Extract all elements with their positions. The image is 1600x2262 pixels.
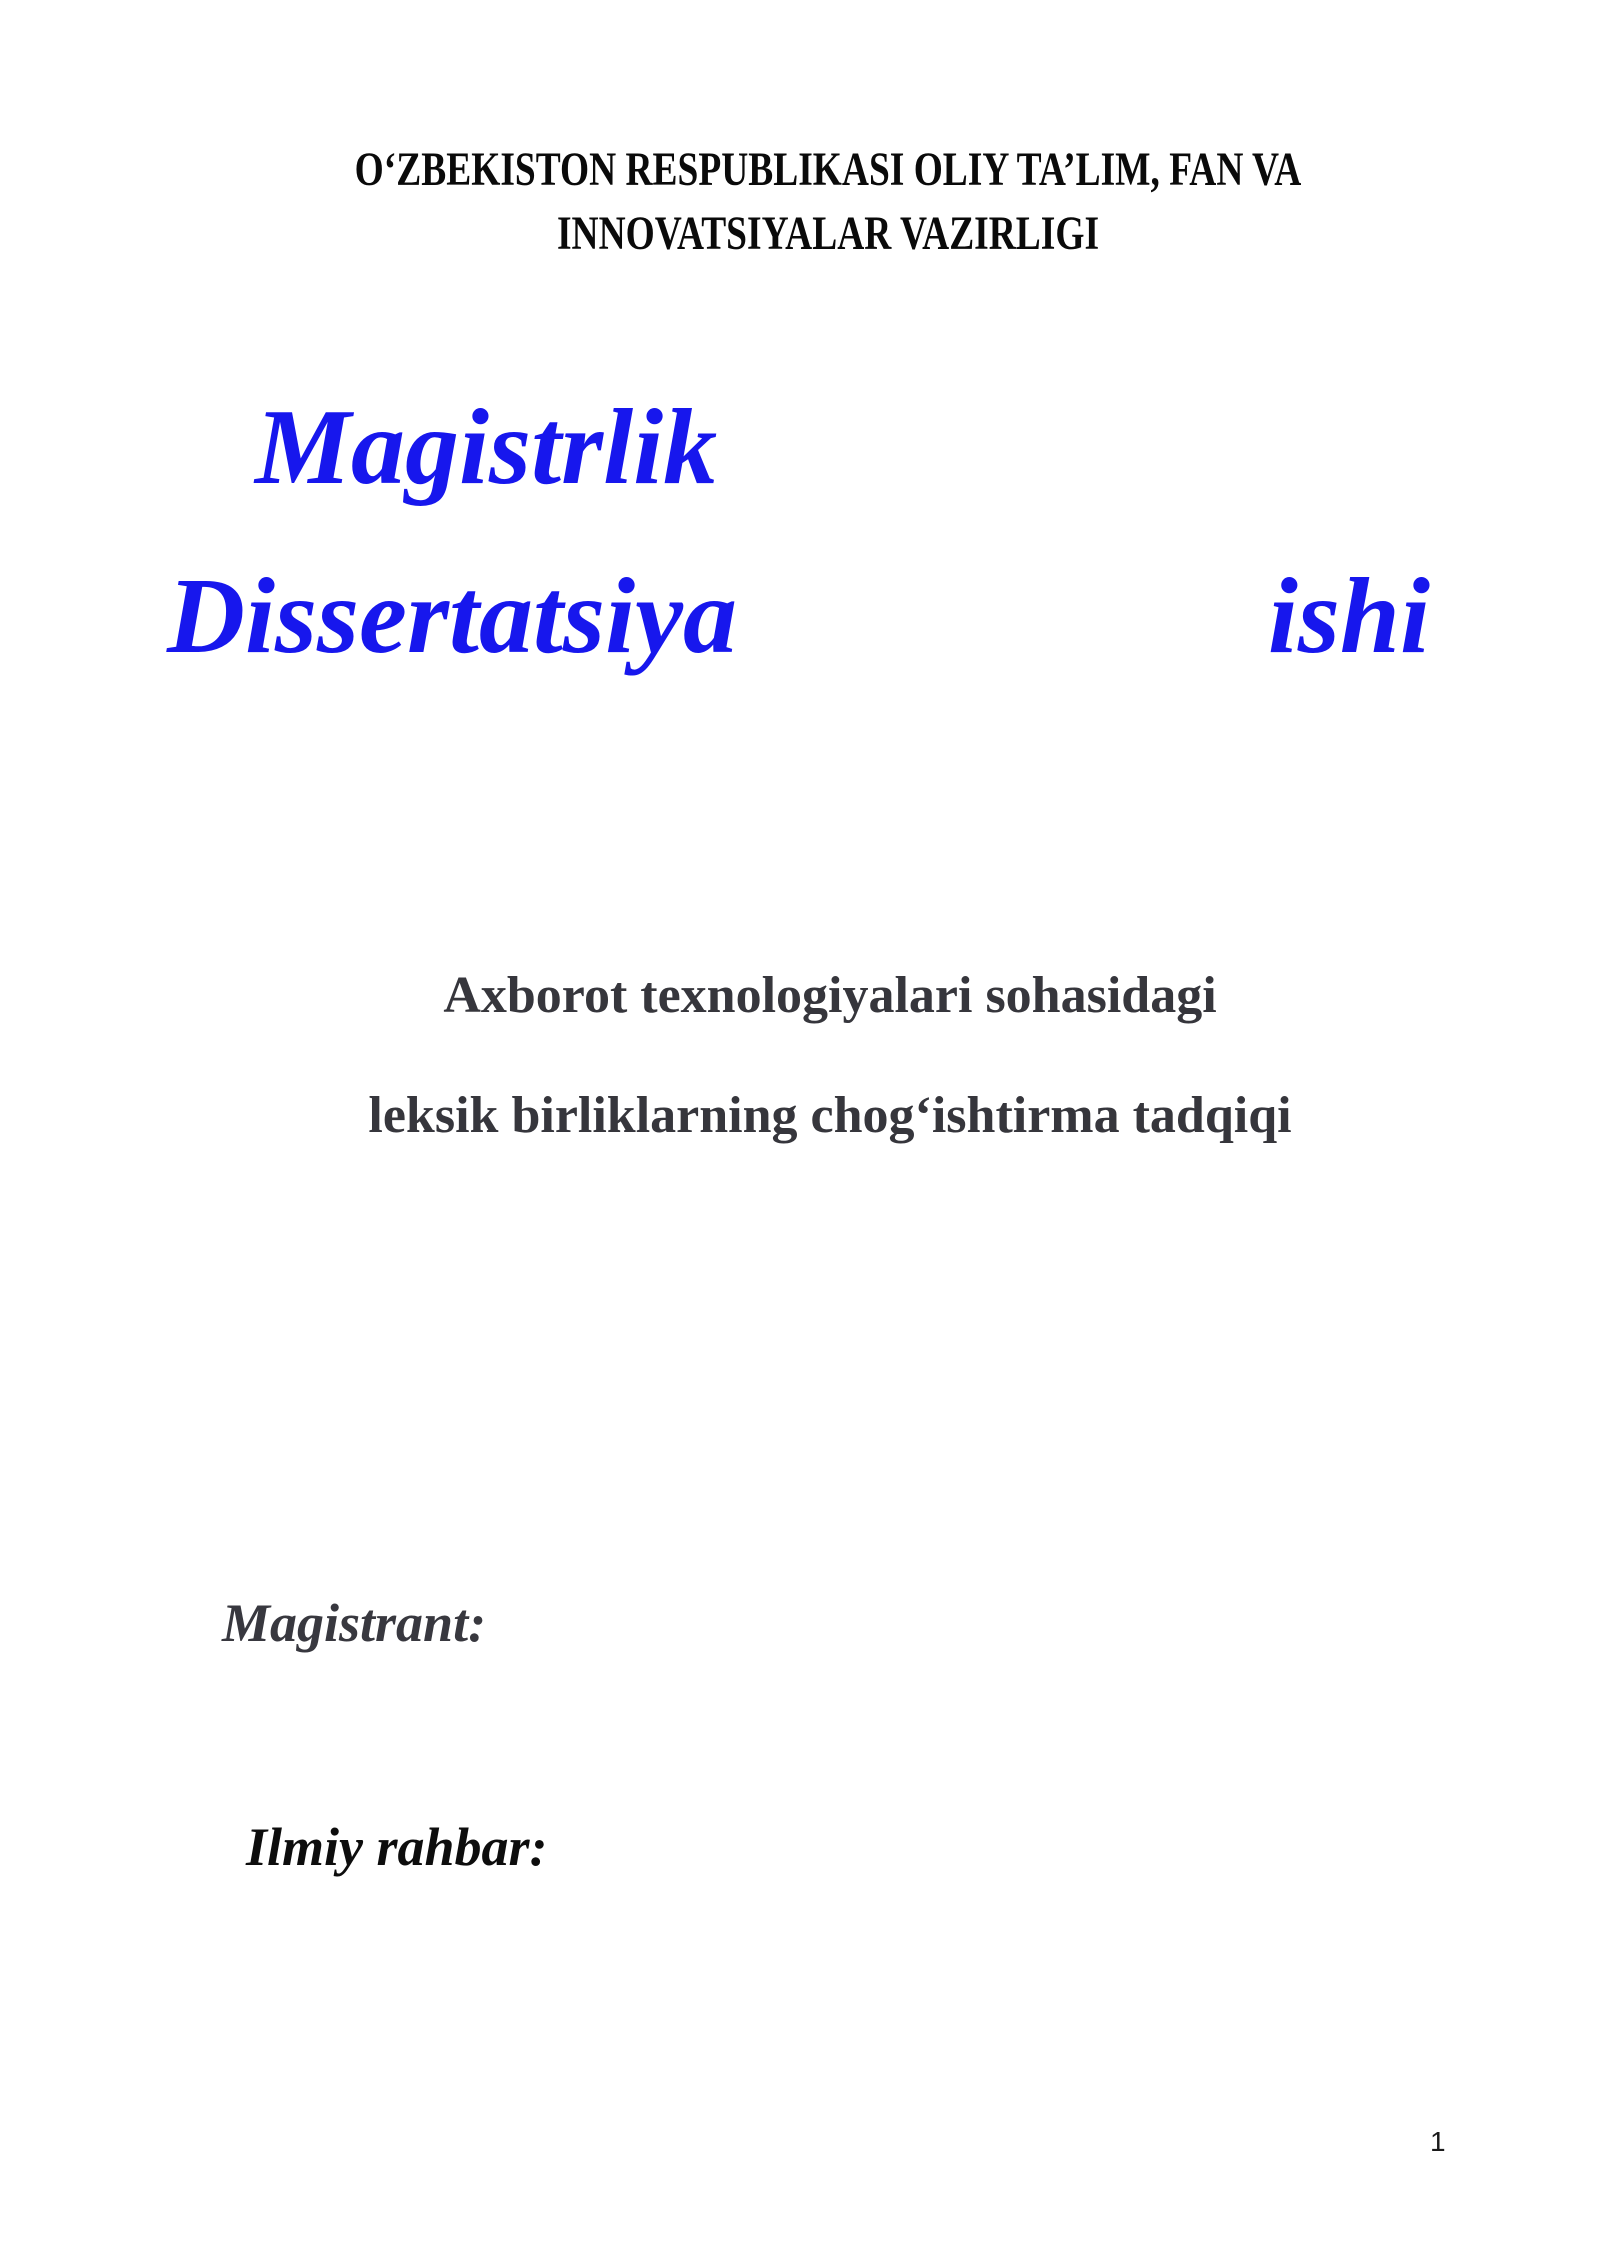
ministry-header (204, 138, 1452, 266)
thesis-topic (30, 936, 1600, 1176)
dissertation-title-line1: Magistrlik (255, 388, 718, 507)
supervisor-label: Ilmiy rahbar: (246, 1817, 548, 1877)
dissertation-title-word-ishi: ishi (1267, 557, 1430, 676)
page-number: 1 (1430, 2126, 1446, 2157)
dissertation-title-word-dissertatsiya: Dissertatsiya (167, 557, 738, 676)
ministry-header-line1: OʻZBEKISTON RESPUBLIKASI OLIY TA’LIM, FAN VA (354, 143, 1302, 196)
magistrant-label: Magistrant: (222, 1593, 487, 1653)
ministry-header-line2: INNOVATSIYALAR VAZIRLIGI (556, 207, 1100, 260)
thesis-topic-line1: Axborot texnologiyalari sohasidagi (443, 967, 1217, 1024)
thesis-topic-line2: leksik birliklarning chogʻishtirma tadqiqi (368, 1087, 1292, 1144)
dissertation-title-line2 (167, 557, 1430, 676)
